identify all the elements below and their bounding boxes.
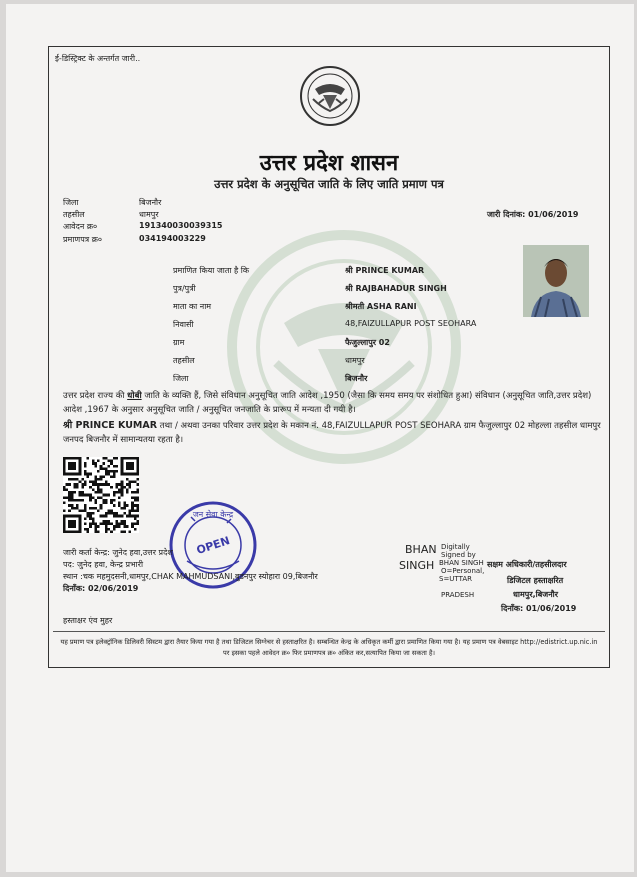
seal-text: जन सेवा केन्द्र — [192, 510, 234, 519]
meta-value-certificate: 034194003229 — [139, 234, 206, 243]
certificate-frame — [48, 46, 610, 668]
issuer-post: पद: जुनेद हवा, केन्द्र प्रभारी — [63, 560, 144, 569]
seal-center-text: OPEN — [194, 534, 232, 557]
digital-sign-line: PRADESH — [441, 591, 475, 599]
detail-value-name: श्री PRINCE KUMAR — [345, 266, 425, 275]
detail-label: तहसील — [173, 356, 195, 365]
page-subtitle: उत्तर प्रदेश के अनुसूचित जाति के लिए जाति प्रमाण पत्र — [214, 177, 444, 191]
paper — [6, 4, 634, 872]
detail-label: ग्राम — [173, 338, 185, 347]
meta-label-application: आवेदन क्र० — [63, 222, 98, 231]
up-emblem-icon — [299, 65, 361, 127]
footer-note: यह प्रमाण पत्र इलेक्ट्रॉनिक डिलिवरी सिस्टम द्वारा तैयार किया गया है तथा डिजिटल सिग्नेचर से हस्ताक्षरित है। सम्बन्धित केन्द्र के अधिकृत कर्मी द्वारा प्रमाणित किया गया है। यह प्रमाण पत्र वेबसाइट http://edistrict.up.nic.in पर इसका पहले आवेदन क्र० फिर प्रमाणपत्र क्र० अंकित कर,सत्यापित किया जा सकता है। — [60, 638, 598, 657]
issue-date: जारी दिनांक: 01/06/2019 — [487, 210, 579, 219]
sign-seal-label: हस्ताक्षर एंव मुहर — [63, 616, 113, 625]
detail-label: माता का नाम — [173, 302, 212, 311]
residence-text: तथा / अथवा उनका परिवार उत्तर प्रदेश के मकान नं. 48,FAIZULLAPUR POST SEOHARA ग्राम फैजुल्लापुर 02 मोहल्ला तहसील धामपुर जनपद बिजनौर में सामान्यतया रहता है। — [63, 421, 601, 445]
digital-sign-name-2: SINGH — [399, 559, 435, 572]
detail-value-district: बिजनौर — [345, 374, 368, 383]
detail-label: पुत्र/पुत्री — [173, 284, 196, 293]
detail-value-mother: श्रीमती ASHA RANI — [345, 302, 417, 311]
page-title: उत्तर प्रदेश शासन — [259, 151, 399, 176]
digital-sign-line: Signed by — [441, 551, 476, 559]
detail-label: निवासी — [173, 320, 194, 329]
caste-statement — [63, 389, 603, 417]
footer-divider — [53, 631, 605, 632]
detail-label: प्रमाणित किया जाता है कि — [173, 266, 250, 275]
residence-name: श्री PRINCE KUMAR — [63, 420, 158, 431]
meta-label-certificate: प्रमाणपत्र क्र० — [63, 235, 102, 244]
meta-label-district: जिला — [63, 198, 79, 207]
digital-sign-line: S=UTTAR — [439, 575, 472, 583]
meta-value-tehsil: धामपुर — [139, 210, 159, 219]
authority-title: सक्षम अधिकारी/तहसीलदार — [487, 560, 567, 569]
qr-code — [63, 457, 139, 533]
authority-place: धामपुर,बिजनौर — [513, 590, 558, 599]
digital-sign-line: O=Personal, — [441, 567, 485, 575]
digital-sign-line: Digitally — [441, 543, 470, 551]
authority-date: दिनाँक: 01/06/2019 — [501, 604, 577, 613]
detail-value-village: फैजुल्लापुर 02 — [345, 338, 390, 347]
detail-value-father: श्री RAJBAHADUR SINGH — [345, 284, 447, 293]
residence-statement — [63, 419, 603, 447]
digital-sign-line: BHAN SINGH — [439, 559, 484, 567]
issuer-date: दिनाँक: 02/06/2019 — [63, 584, 139, 593]
digital-sign-name-1: BHAN — [405, 543, 437, 556]
detail-value-residence: 48,FAIZULLAPUR POST SEOHARA — [345, 319, 477, 328]
issuer-place: स्थान :चक महमुदसनी,धामपुर,CHAK MAHMUDSANI,बुडनपुर स्योहारा 09,बिजनौर — [63, 572, 318, 581]
meta-value-district: बिजनौर — [139, 198, 162, 207]
detail-label: जिला — [173, 374, 189, 383]
authority-sig: डिजिटल हस्ताक्षरित — [507, 576, 564, 585]
meta-label-tehsil: तहसील — [63, 210, 85, 219]
header-note: ई-डिस्ट्रिक्ट के अन्तर्गत जारी.. — [55, 54, 141, 63]
caste-name: धोबी — [127, 391, 142, 401]
meta-value-application: 191340030039315 — [139, 221, 223, 230]
caste-statement-a: उत्तर प्रदेश राज्य की — [63, 391, 128, 401]
detail-value-tehsil: धामपुर — [345, 356, 365, 365]
issuer-center: जारी कर्ता केन्द्र: जुनेद हवा,उत्तर प्रदेश — [63, 548, 173, 557]
applicant-photo — [523, 245, 589, 317]
caste-statement-b: जाति के व्यक्ति हैं, जिसे संविधान अनुसूचित जाति आदेश ,1950 (जैसा कि समय समय पर संशोधित हुआ) संविधान (अनुसूचित जाति,उत्तर प्रदेश) आदेश ,1967 के अनुसार अनुसूचित जाति / अनुसूचित जनजाति के प्रारूप में मन्यता दी गयी है। — [63, 391, 592, 415]
